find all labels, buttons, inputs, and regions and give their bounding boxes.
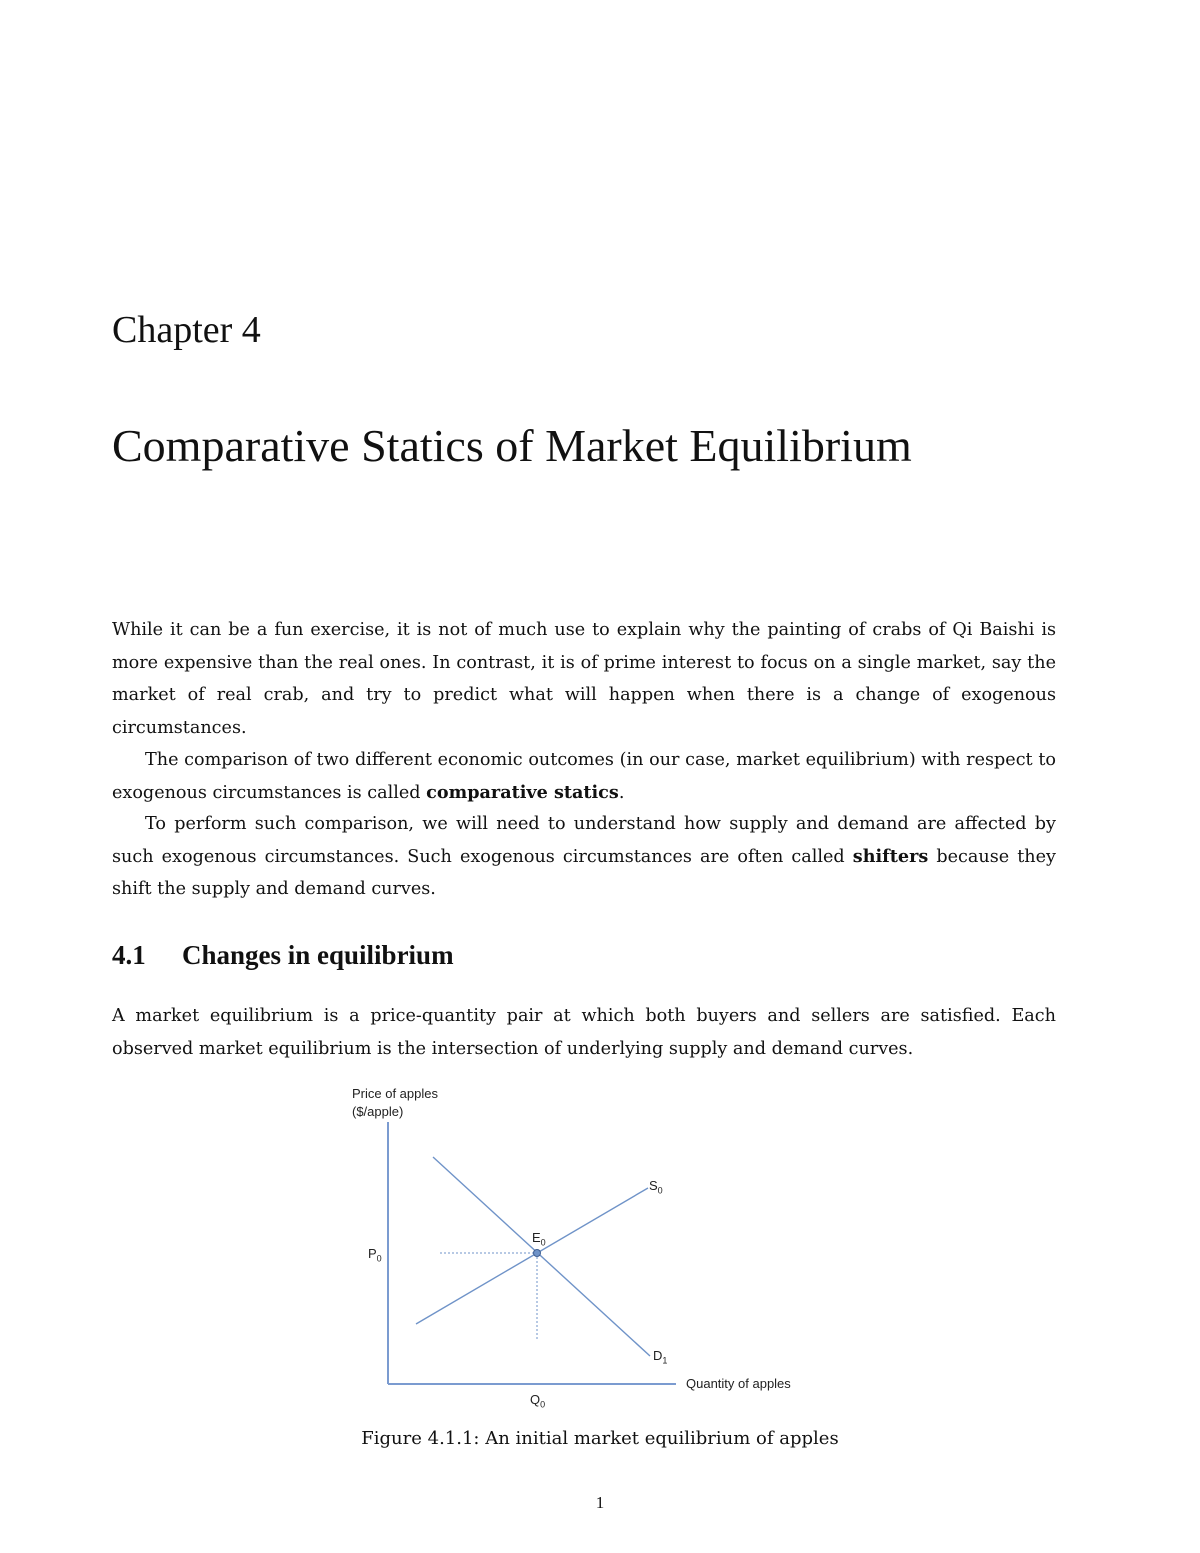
quantity-subscript: 0: [540, 1399, 546, 1410]
price-subscript: 0: [376, 1253, 382, 1264]
chapter-title: Comparative Statics of Market Equilibrium: [112, 420, 912, 471]
supply-letter: S: [649, 1178, 658, 1193]
equilibrium-label: [532, 1230, 546, 1248]
x-axis-label: Quantity of apples: [686, 1376, 791, 1391]
chapter-label: Chapter 4: [112, 309, 261, 351]
intro-paragraph-3-end: because they shift the supply and demand curves.: [112, 846, 1056, 899]
supply-demand-figure: [340, 1080, 820, 1410]
intro-paragraph-3: [112, 808, 1056, 906]
demand-letter: D: [653, 1348, 663, 1363]
page-number: 1: [595, 1493, 605, 1512]
demand-curve-label: [653, 1348, 667, 1366]
y-axis-label-line-2: ($/apple): [352, 1104, 404, 1119]
supply-curve-label: [649, 1178, 663, 1196]
term-comparative-statics: comparative statics: [426, 781, 619, 803]
figure-caption: Figure 4.1.1: An initial market equilibrium of apples: [361, 1428, 839, 1449]
supply-demand-diagram: [340, 1080, 820, 1410]
price-letter: P: [368, 1246, 377, 1261]
equilibrium-letter: E: [532, 1230, 541, 1245]
intro-paragraph-3-text: To perform such comparison, we will need to understand how supply and demand are affected by such exogenous circumstances. Such exogenous circumstances are often called: [112, 814, 1056, 867]
supply-curve: [416, 1188, 648, 1324]
term-shifters: shifters: [852, 845, 929, 867]
section-number: 4.1: [112, 940, 146, 970]
section-title: Changes in equilibrium: [182, 940, 454, 970]
demand-subscript: 1: [662, 1355, 668, 1366]
section-paragraph-1: A market equilibrium is a price-quantity pair at which both buyers and sellers are satisfied. Each observed market equilibrium is the intersection of underlying supply and demand curves.: [112, 1006, 1056, 1059]
supply-subscript: 0: [657, 1185, 663, 1196]
y-axis-label-line-1: Price of apples: [352, 1086, 438, 1101]
equilibrium-point: [534, 1250, 541, 1257]
quantity-label: [530, 1392, 545, 1410]
price-label: [368, 1246, 382, 1264]
intro-paragraph-2: [112, 744, 1056, 809]
demand-curve: [433, 1157, 650, 1356]
intro-paragraph-2-text: The comparison of two different economic outcomes (in our case, market equilibrium) with respect to exogenous circumstances is called: [112, 750, 1056, 803]
section-heading: [112, 940, 454, 971]
quantity-letter: Q: [530, 1392, 541, 1407]
equilibrium-subscript: 0: [540, 1237, 546, 1248]
intro-paragraph-1: While it can be a fun exercise, it is not of much use to explain why the painting of crabs of Qi Baishi is more expensive than the real ones. In contrast, it is of prime interest to focus on a single market, say the market of real crab, and try to predict what will happen when there is a change of exogenous circumstances.: [112, 620, 1056, 738]
intro-paragraph-2-end: .: [618, 782, 625, 803]
